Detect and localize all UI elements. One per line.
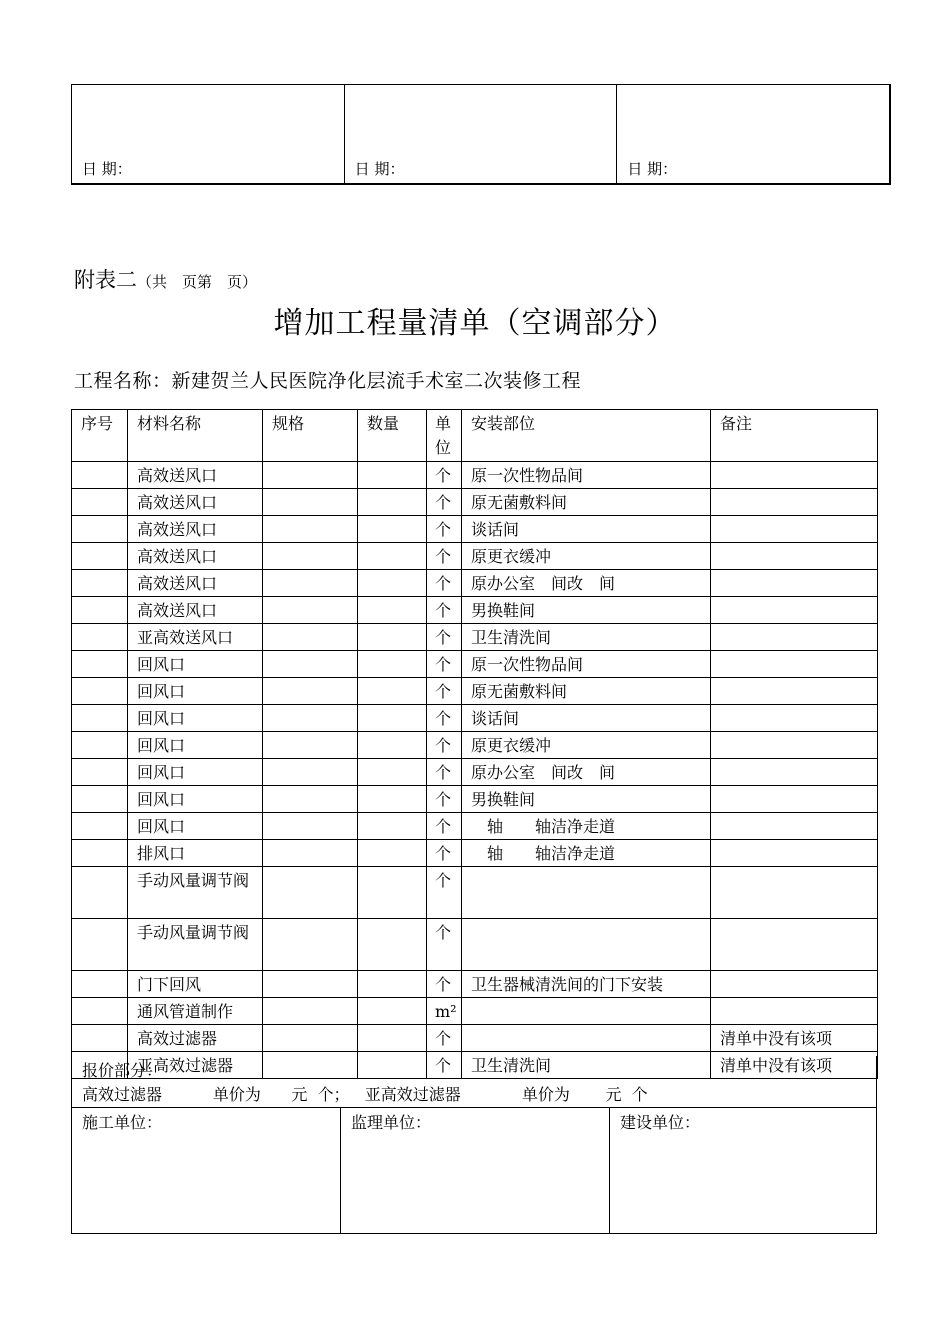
header-location: 安装部位	[462, 410, 711, 462]
table-row	[72, 489, 878, 516]
cell-seq	[72, 971, 128, 998]
project-name: 工程名称：新建贺兰人民医院净化层流手术室二次装修工程	[74, 370, 582, 392]
date-label: 日 期：	[82, 160, 132, 178]
cell-note	[711, 489, 878, 516]
cell-spec	[263, 462, 358, 489]
cell-location	[462, 867, 711, 919]
cell-spec	[263, 919, 358, 971]
cell-seq	[72, 998, 128, 1025]
table-row	[72, 840, 878, 867]
date-box-1	[72, 85, 345, 183]
cell-name: 排风口	[128, 840, 263, 867]
table-row	[72, 624, 878, 651]
cell-unit: 个	[427, 759, 462, 786]
cell-seq	[72, 813, 128, 840]
cell-seq	[72, 840, 128, 867]
cell-note	[711, 813, 878, 840]
cell-location	[462, 998, 711, 1025]
table-row	[72, 813, 878, 840]
cell-seq	[72, 732, 128, 759]
cell-spec	[263, 732, 358, 759]
owner-unit-label: 建设单位：	[620, 1113, 701, 1132]
page-note: （共 页第 页）	[137, 273, 258, 291]
cell-qty	[358, 462, 427, 489]
quote-line: 高效过滤器 单价为 元 个； 亚高效过滤器 单价为 元 个	[82, 1085, 648, 1104]
cell-spec	[263, 624, 358, 651]
cell-qty	[358, 705, 427, 732]
cell-name: 高效送风口	[128, 462, 263, 489]
cell-spec	[263, 570, 358, 597]
unit-signature-boxes	[71, 1107, 877, 1234]
table-row	[72, 597, 878, 624]
cell-spec	[263, 759, 358, 786]
supervision-unit-label: 监理单位：	[351, 1113, 432, 1132]
cell-spec	[263, 705, 358, 732]
appendix-title: 附表二	[74, 268, 137, 292]
cell-unit: 个	[427, 1025, 462, 1052]
cell-qty	[358, 597, 427, 624]
cell-seq	[72, 516, 128, 543]
cell-name: 手动风量调节阀	[128, 919, 263, 971]
cell-unit: 个	[427, 543, 462, 570]
cell-spec	[263, 651, 358, 678]
cell-unit: 个	[427, 597, 462, 624]
cell-note	[711, 919, 878, 971]
cell-qty	[358, 624, 427, 651]
cell-unit: 个	[427, 786, 462, 813]
header-name: 材料名称	[128, 410, 263, 462]
cell-seq	[72, 759, 128, 786]
table-row	[72, 543, 878, 570]
table-row	[72, 867, 878, 919]
cell-seq	[72, 543, 128, 570]
cell-unit: 个	[427, 732, 462, 759]
date-box-3	[617, 85, 889, 183]
cell-qty	[358, 786, 427, 813]
cell-name: 高效送风口	[128, 489, 263, 516]
cell-location: 原更衣缓冲	[462, 543, 711, 570]
table-row	[72, 971, 878, 998]
cell-qty	[358, 732, 427, 759]
cell-location: 原无菌敷料间	[462, 489, 711, 516]
cell-location	[462, 1025, 711, 1052]
cell-seq	[72, 678, 128, 705]
cell-note	[711, 759, 878, 786]
cell-location: 原一次性物品间	[462, 651, 711, 678]
cell-note	[711, 570, 878, 597]
cell-note	[711, 543, 878, 570]
cell-location: 卫生清洗间	[462, 624, 711, 651]
cell-qty	[358, 759, 427, 786]
cell-location: 原办公室 间改 间	[462, 570, 711, 597]
cell-name: 高效送风口	[128, 516, 263, 543]
table-row	[72, 919, 878, 971]
page-title: 增加工程量清单（空调部分）	[273, 306, 677, 341]
cell-name: 回风口	[128, 678, 263, 705]
cell-unit: 个	[427, 624, 462, 651]
cell-unit: 个	[427, 462, 462, 489]
cell-seq	[72, 462, 128, 489]
cell-location: 轴 轴洁净走道	[462, 840, 711, 867]
cell-location: 男换鞋间	[462, 597, 711, 624]
supervision-unit-box	[341, 1108, 610, 1233]
cell-qty	[358, 489, 427, 516]
date-box-2	[345, 85, 618, 183]
cell-seq	[72, 786, 128, 813]
cell-name: 亚高效过滤器	[128, 1052, 263, 1079]
header-spec: 规格	[263, 410, 358, 462]
cell-note	[711, 732, 878, 759]
cell-spec	[263, 1025, 358, 1052]
cell-note	[711, 786, 878, 813]
cell-unit: 个	[427, 1052, 462, 1079]
owner-unit-box	[610, 1108, 876, 1233]
cell-unit: 个	[427, 570, 462, 597]
cell-name: 高效送风口	[128, 597, 263, 624]
cell-unit: 个	[427, 813, 462, 840]
cell-unit: 个	[427, 867, 462, 919]
cell-name: 回风口	[128, 786, 263, 813]
cell-note: 清单中没有该项	[711, 1025, 878, 1052]
cell-unit: 个	[427, 919, 462, 971]
cell-name: 通风管道制作	[128, 998, 263, 1025]
cell-seq	[72, 651, 128, 678]
cell-note	[711, 867, 878, 919]
cell-spec	[263, 543, 358, 570]
cell-spec	[263, 813, 358, 840]
cell-unit: 个	[427, 840, 462, 867]
cell-spec	[263, 998, 358, 1025]
cell-note	[711, 624, 878, 651]
quantity-table	[71, 409, 878, 1079]
cell-qty	[358, 971, 427, 998]
cell-spec	[263, 489, 358, 516]
date-label: 日 期：	[627, 160, 678, 178]
table-row	[72, 759, 878, 786]
cell-note: 清单中没有该项	[711, 1052, 878, 1079]
signature-date-boxes	[71, 84, 891, 185]
table-row	[72, 462, 878, 489]
table-row	[72, 516, 878, 543]
cell-location: 原办公室 间改 间	[462, 759, 711, 786]
cell-qty	[358, 651, 427, 678]
cell-qty	[358, 813, 427, 840]
cell-seq	[72, 570, 128, 597]
cell-note	[711, 651, 878, 678]
header-seq: 序号	[72, 410, 128, 462]
header-unit: 单位	[427, 410, 462, 462]
cell-location: 原更衣缓冲	[462, 732, 711, 759]
cell-spec	[263, 786, 358, 813]
cell-qty	[358, 516, 427, 543]
cell-note	[711, 840, 878, 867]
cell-name: 高效送风口	[128, 570, 263, 597]
cell-name: 手动风量调节阀	[128, 867, 263, 919]
cell-location: 卫生器械清洗间的门下安装	[462, 971, 711, 998]
cell-seq	[72, 919, 128, 971]
cell-note	[711, 678, 878, 705]
cell-unit: 个	[427, 516, 462, 543]
cell-note	[711, 998, 878, 1025]
cell-note	[711, 516, 878, 543]
quote-section	[71, 1056, 877, 1108]
table-row	[72, 1025, 878, 1052]
cell-location: 轴 轴洁净走道	[462, 813, 711, 840]
cell-unit: 个	[427, 705, 462, 732]
cell-location: 谈话间	[462, 705, 711, 732]
cell-seq	[72, 705, 128, 732]
cell-name: 亚高效送风口	[128, 624, 263, 651]
cell-qty	[358, 1025, 427, 1052]
cell-name: 回风口	[128, 705, 263, 732]
cell-seq	[72, 489, 128, 516]
table-row	[72, 570, 878, 597]
cell-location: 原无菌敷料间	[462, 678, 711, 705]
cell-spec	[263, 597, 358, 624]
cell-seq	[72, 597, 128, 624]
table-row	[72, 732, 878, 759]
cell-location: 男换鞋间	[462, 786, 711, 813]
cell-unit: 个	[427, 651, 462, 678]
table-header-row	[72, 410, 878, 462]
cell-unit: 个	[427, 971, 462, 998]
cell-qty	[358, 840, 427, 867]
table-row	[72, 786, 878, 813]
cell-name: 回风口	[128, 651, 263, 678]
date-label: 日 期：	[354, 160, 405, 178]
table-row	[72, 998, 878, 1025]
cell-note	[711, 462, 878, 489]
cell-name: 回风口	[128, 813, 263, 840]
cell-location: 谈话间	[462, 516, 711, 543]
table-row	[72, 651, 878, 678]
table-row	[72, 705, 878, 732]
table-row	[72, 678, 878, 705]
cell-spec	[263, 678, 358, 705]
cell-seq	[72, 624, 128, 651]
cell-location: 卫生清洗间	[462, 1052, 711, 1079]
cell-location: 原一次性物品间	[462, 462, 711, 489]
header-qty: 数量	[358, 410, 427, 462]
cell-spec	[263, 867, 358, 919]
cell-spec	[263, 516, 358, 543]
cell-qty	[358, 867, 427, 919]
cell-unit: m²	[427, 998, 462, 1025]
cell-note	[711, 705, 878, 732]
cell-unit: 个	[427, 678, 462, 705]
construction-unit-label: 施工单位：	[82, 1113, 163, 1132]
cell-qty	[358, 919, 427, 971]
cell-location	[462, 919, 711, 971]
cell-qty	[358, 998, 427, 1025]
header-note: 备注	[711, 410, 878, 462]
cell-name: 高效过滤器	[128, 1025, 263, 1052]
construction-unit-box	[72, 1108, 341, 1233]
cell-unit: 个	[427, 489, 462, 516]
cell-note	[711, 971, 878, 998]
cell-note	[711, 597, 878, 624]
cell-qty	[358, 570, 427, 597]
cell-spec	[263, 971, 358, 998]
cell-seq	[72, 1025, 128, 1052]
cell-qty	[358, 543, 427, 570]
cell-spec	[263, 840, 358, 867]
quote-label: 报价部分：	[82, 1061, 163, 1080]
cell-qty	[358, 678, 427, 705]
cell-name: 回风口	[128, 759, 263, 786]
appendix-label	[74, 264, 257, 294]
cell-seq	[72, 867, 128, 919]
cell-name: 门下回风	[128, 971, 263, 998]
cell-name: 回风口	[128, 732, 263, 759]
cell-name: 高效送风口	[128, 543, 263, 570]
